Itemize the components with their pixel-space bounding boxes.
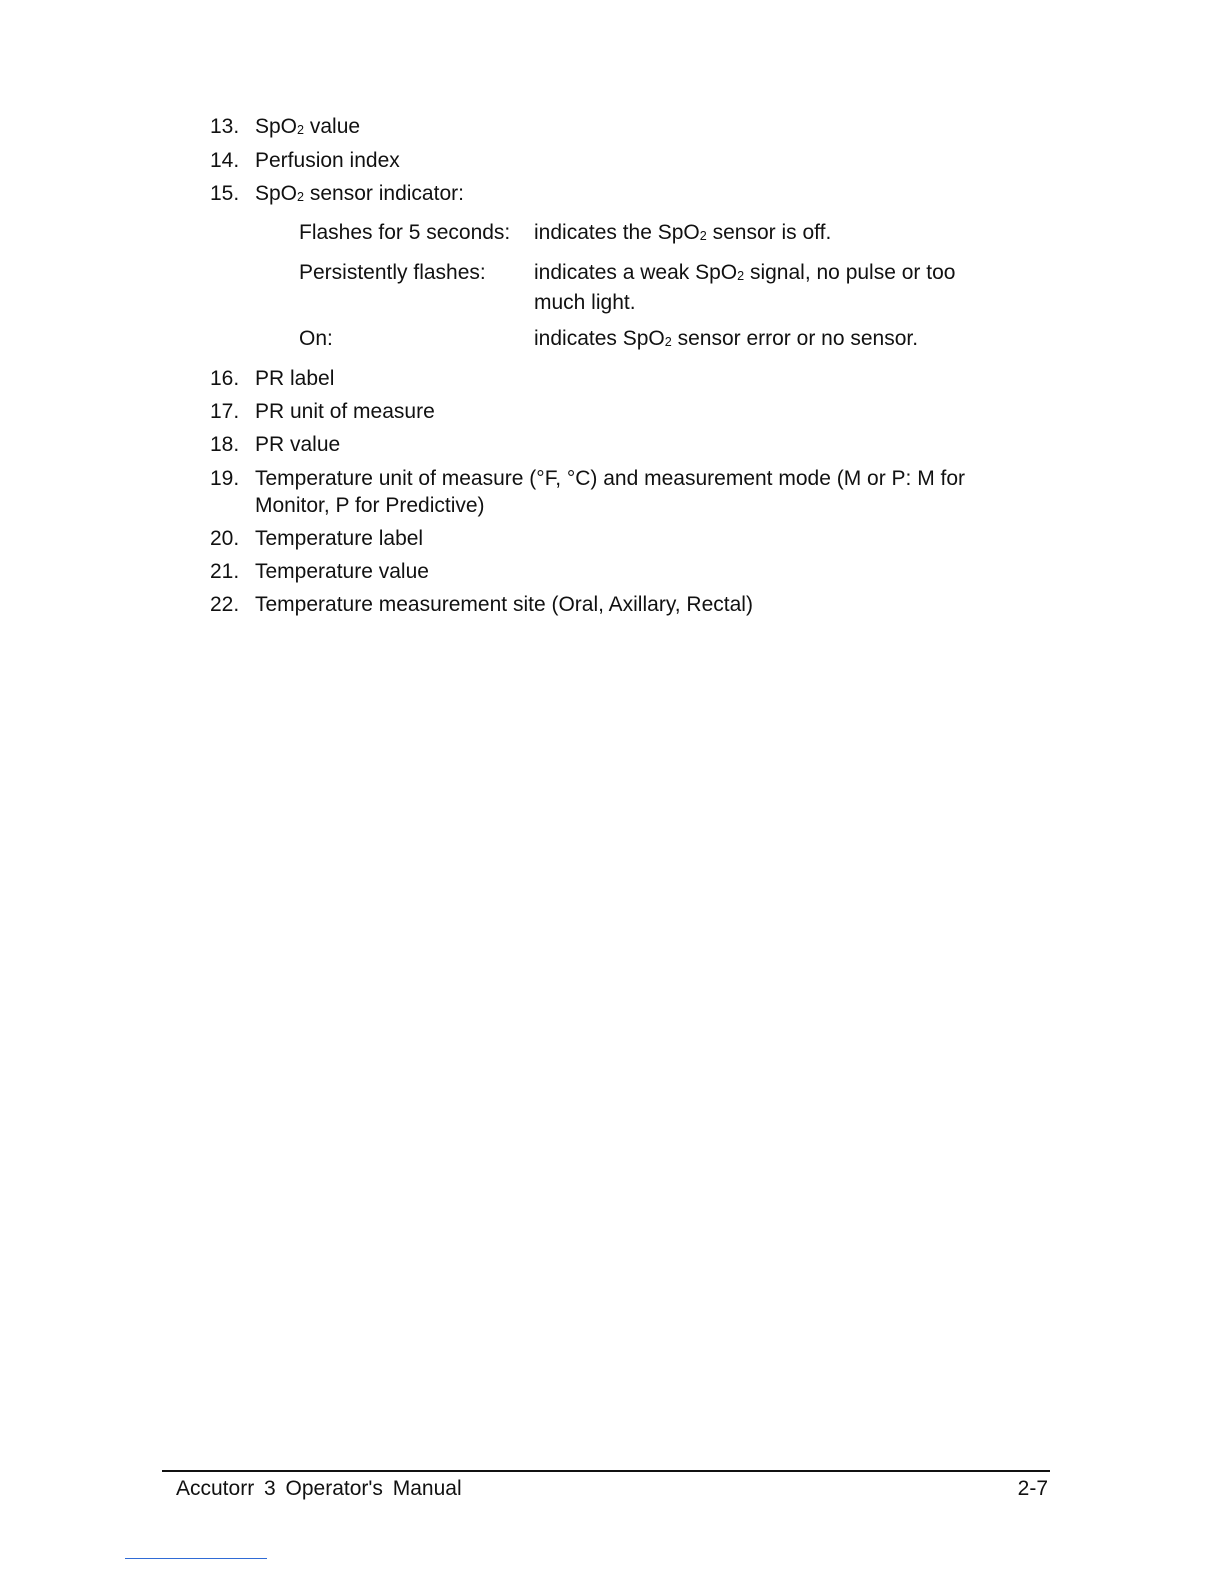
- footer-divider: [162, 1470, 1050, 1472]
- item-text: Temperature value: [255, 560, 429, 583]
- list-item-14: [210, 147, 1045, 174]
- sensor-state-meaning: indicates SpO$_2$ sensor error or no sensor.: [534, 327, 919, 350]
- sensor-state-condition: Persistently flashes:: [299, 261, 486, 284]
- list-item-19: [210, 465, 1045, 519]
- sensor-state-row: [299, 219, 964, 249]
- item-text: Perfusion index: [255, 149, 400, 172]
- item-number: 19.: [210, 467, 240, 490]
- list-item-17: [210, 398, 1045, 425]
- bottom-link-underline: [125, 1558, 267, 1559]
- item-number: 13.: [210, 115, 240, 138]
- item-number: 22.: [210, 593, 240, 616]
- footer-manual-title: Accutorr 3 Operator's Manual: [176, 1477, 462, 1500]
- item-number: 15.: [210, 182, 240, 205]
- sensor-state-row: [299, 259, 964, 316]
- item-text: SpO$_2$ sensor indicator:: [255, 182, 464, 205]
- item-text: Temperature unit of measure (°F, °C) and measurement mode (M or P: M for Monitor, P for Predictive): [255, 467, 966, 517]
- list-item-20: [210, 525, 1045, 552]
- item-text: Temperature label: [255, 527, 424, 550]
- sensor-state-condition: On:: [299, 327, 333, 350]
- list-item-15: [210, 180, 1045, 210]
- item-text: PR value: [255, 433, 341, 456]
- sensor-state-condition: Flashes for 5 seconds:: [299, 221, 511, 244]
- list-item-13: [210, 113, 1045, 143]
- item-text: PR label: [255, 367, 335, 390]
- item-text: SpO$_2$ value: [255, 115, 361, 138]
- sensor-state-row: [299, 325, 964, 355]
- sensor-state-meaning: indicates a weak SpO$_2$ signal, no pulse or too much light.: [534, 261, 956, 314]
- list-item-21: [210, 558, 1045, 585]
- sensor-state-meaning: indicates the SpO$_2$ sensor is off.: [534, 221, 832, 244]
- item-number: 18.: [210, 433, 240, 456]
- item-number: 21.: [210, 560, 240, 583]
- item-number: 16.: [210, 367, 240, 390]
- list-item-22: [210, 591, 1045, 618]
- item-number: 17.: [210, 400, 240, 423]
- item-number: 14.: [210, 149, 240, 172]
- list-item-18: [210, 431, 1045, 458]
- item-text: Temperature measurement site (Oral, Axillary, Rectal): [255, 593, 753, 616]
- footer-page-number: 2-7: [1017, 1477, 1048, 1500]
- item-text: PR unit of measure: [255, 400, 435, 423]
- item-number: 20.: [210, 527, 240, 550]
- list-item-16: [210, 365, 1045, 392]
